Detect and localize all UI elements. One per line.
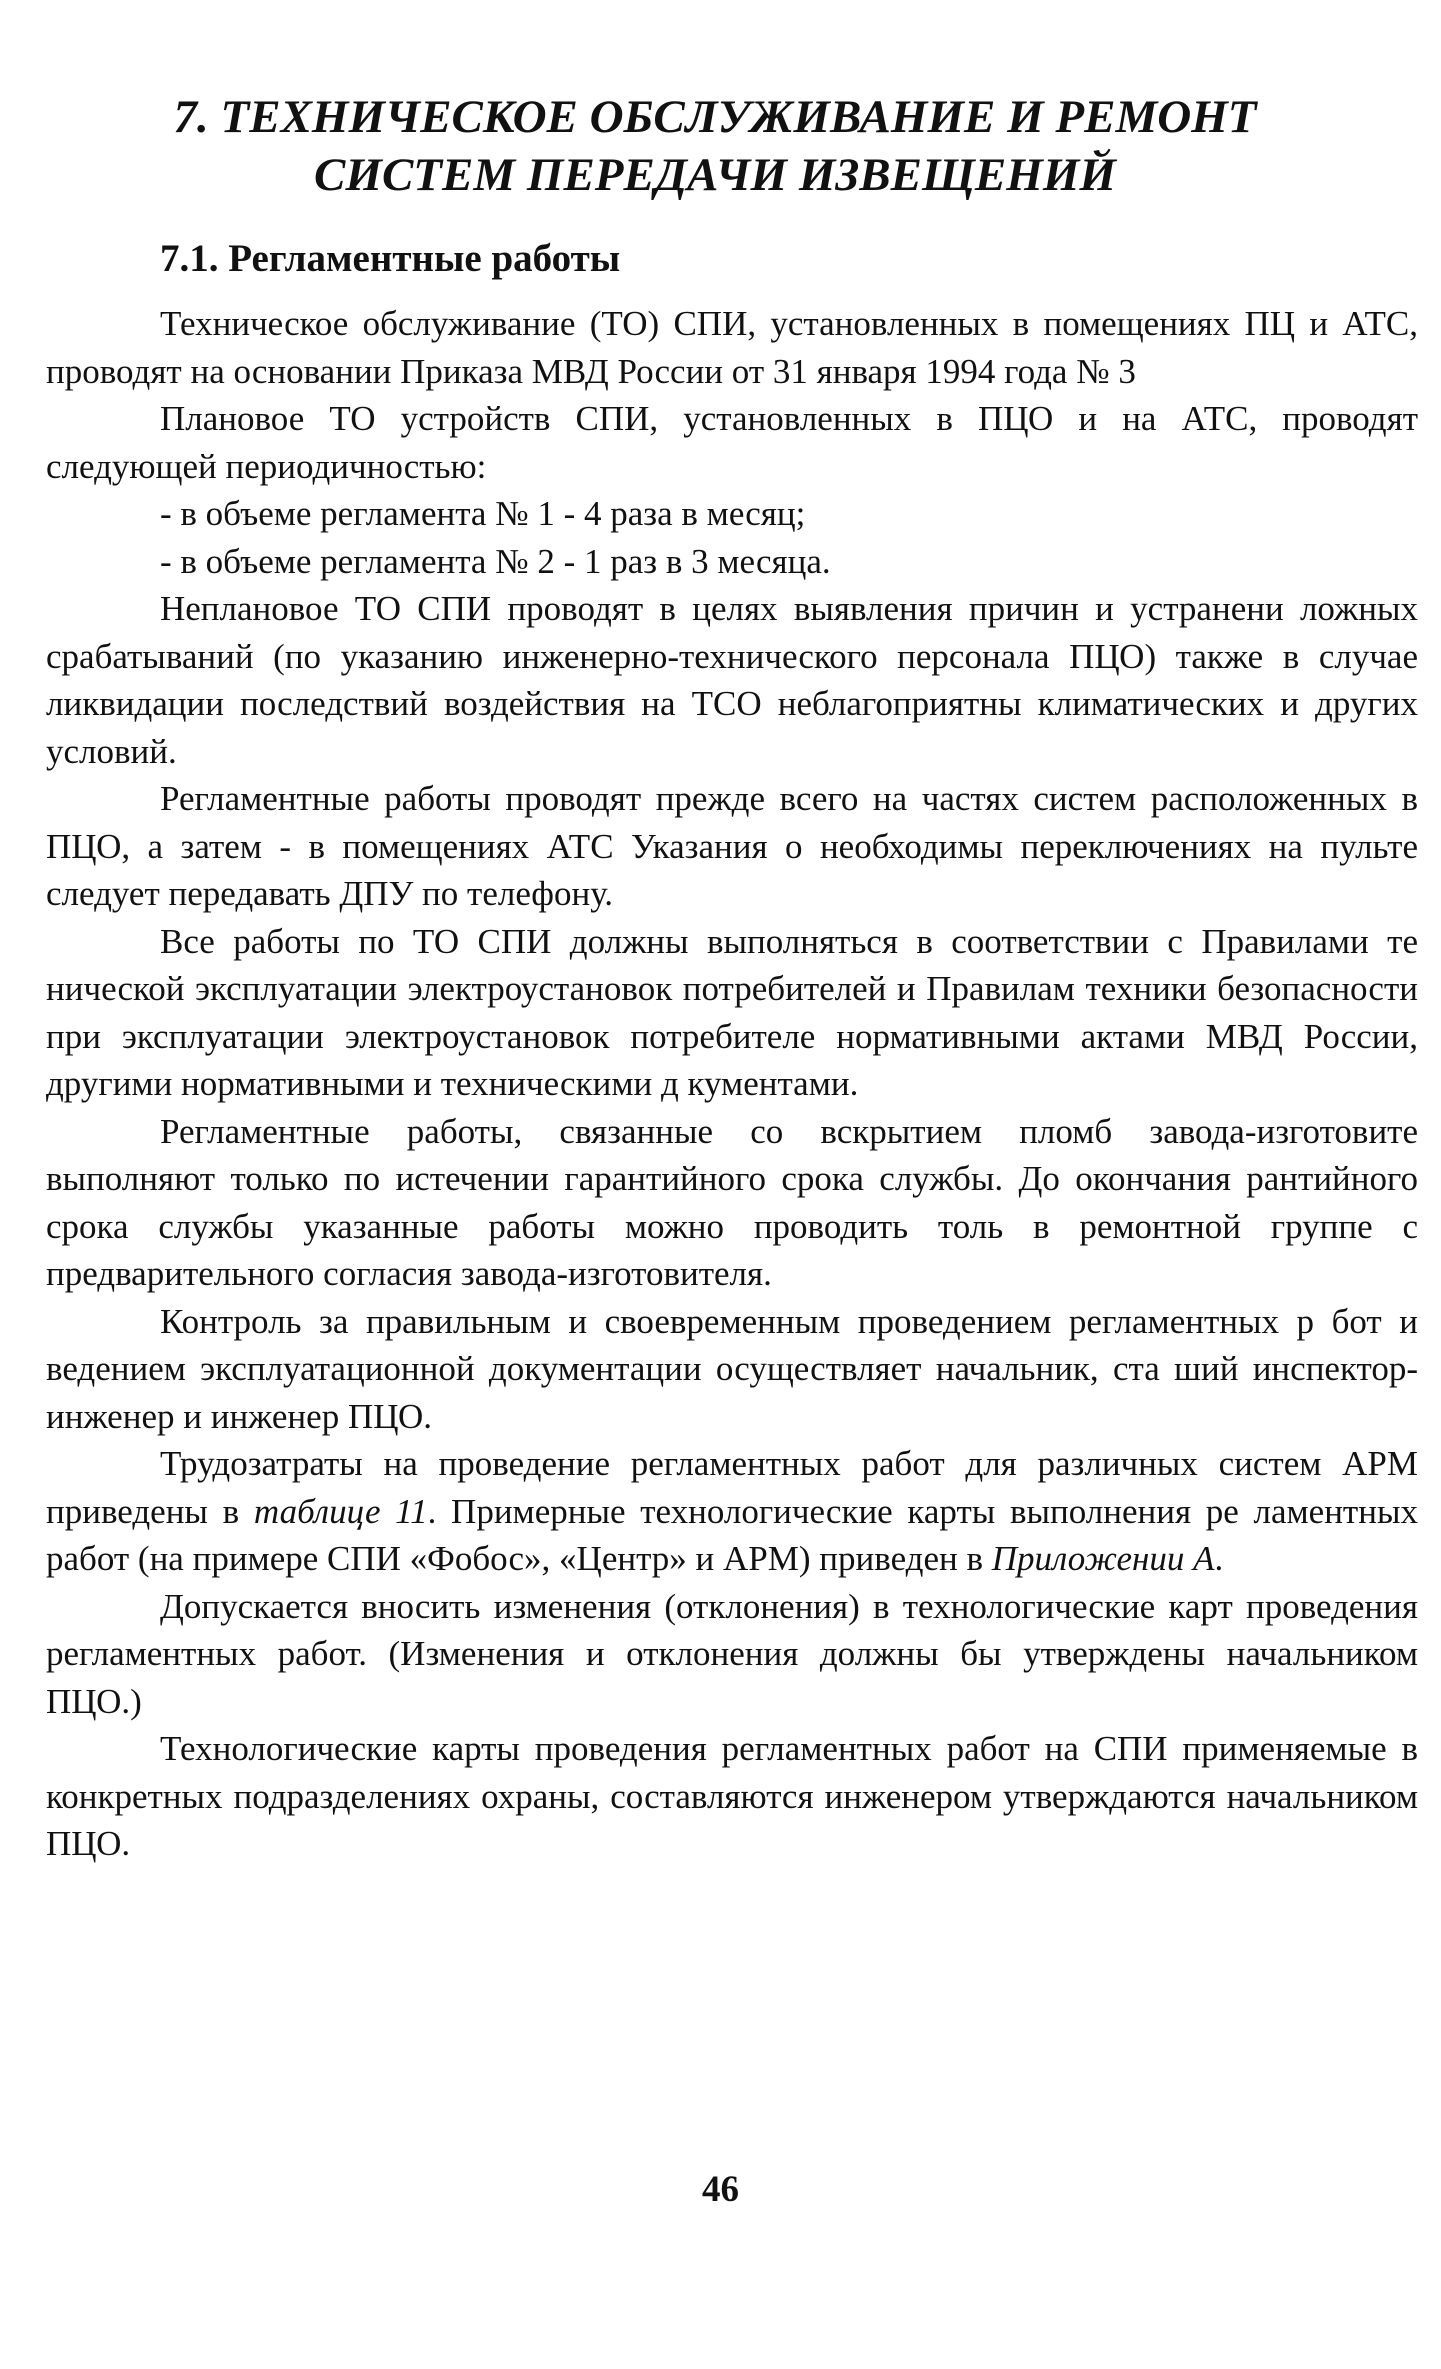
chapter-title-line-2: СИСТЕМ ПЕРЕДАЧИ ИЗВЕЩЕНИЙ <box>314 149 1116 201</box>
list-item-regulation-2: - в объеме регламента № 2 - 1 раз в 3 месяца. <box>160 541 831 581</box>
paragraph-tech-cards: Технологические карты проведения регламентных работ на СПИ применяемые в конкретных подразделениях охраны, составляются инженером утверждаются начальником ПЦО. <box>46 1729 1418 1863</box>
section-heading: 7.1. Регламентные работы <box>160 237 621 280</box>
paragraph-warranty-seals: Регламентные работы, связанные со вскрытием пломб завода-изготовите выполняют только по истечении гарантийного срока службы. До окончания рантийного срока службы указанные работы можно проводить толь в ремонтной группе с предварительного согласия завода-изготовителя. <box>46 1111 1418 1293</box>
list-item-regulation-1: - в объеме регламента № 1 - 4 раза в месяц; <box>160 494 806 533</box>
paragraph-labor-costs <box>46 1440 1418 1583</box>
paragraph-rules-compliance: Все работы по ТО СПИ должны выполняться в соответствии с Правилами те нической эксплуатации электроустановок потребителей и Правилам техники безопасности при эксплуатации электроустановок потребителе нормативными актами МВД России, другими нормативными и техническими д кументами. <box>46 921 1418 1103</box>
table-reference: таблице 11 <box>253 1491 428 1531</box>
page-number: 46 <box>702 2169 739 2210</box>
body-text <box>46 300 1418 1868</box>
paragraph-planned-maintenance: Плановое ТО устройств СПИ, установленных в ПЦО и на АТС, проводят следующей периодичностью: <box>46 399 1418 486</box>
paragraph-maintenance-basis: Техническое обслуживание (ТО) СПИ, установленных в помещениях ПЦ и АТС, проводят на основании Приказа МВД России от 31 января 1994 года № 3 <box>46 304 1418 391</box>
paragraph-work-order: Регламентные работы проводят прежде всего на частях систем расположенных в ПЦО, а затем - в помещениях АТС Указания о необходимы переключениях на пульте следует передавать ДПУ по телефону. <box>46 779 1418 913</box>
paragraph-labor-costs-text-2: . Примерные технологические карты выполнения ре ламентных работ (на примере СПИ «Фобос», «Центр» и АРМ) приведен в <box>46 1491 1418 1578</box>
paragraph-labor-costs-text-1: Трудозатраты на проведение регламентных работ для различных систем АРМ приведены в <box>46 1444 1418 1531</box>
paragraph-labor-costs-text-3: . <box>1214 1539 1224 1578</box>
chapter-title-line-1: 7. ТЕХНИЧЕСКОЕ ОБСЛУЖИВАНИЕ И РЕМОНТ <box>173 91 1257 143</box>
chapter-title <box>150 88 1280 204</box>
paragraph-changes-allowed: Допускается вносить изменения (отклонения) в технологические карт проведения регламентных работ. (Изменения и отклонения должны бы утверждены начальником ПЦО.) <box>46 1586 1418 1721</box>
paragraph-control: Контроль за правильным и своевременным проведением регламентных р бот и ведением эксплуатационной документации осуществляет начальник, ста ший инспектор-инженер и инженер ПЦО. <box>46 1301 1418 1436</box>
appendix-reference: Приложении А <box>991 1539 1215 1578</box>
paragraph-unplanned-maintenance: Неплановое ТО СПИ проводят в целях выявления причин и устранени ложных срабатываний (по указанию инженерно-технического персонала ПЦО) также в случае ликвидации последствий воздействия на ТСО неблагоприятны климатических и других условий. <box>46 589 1418 771</box>
